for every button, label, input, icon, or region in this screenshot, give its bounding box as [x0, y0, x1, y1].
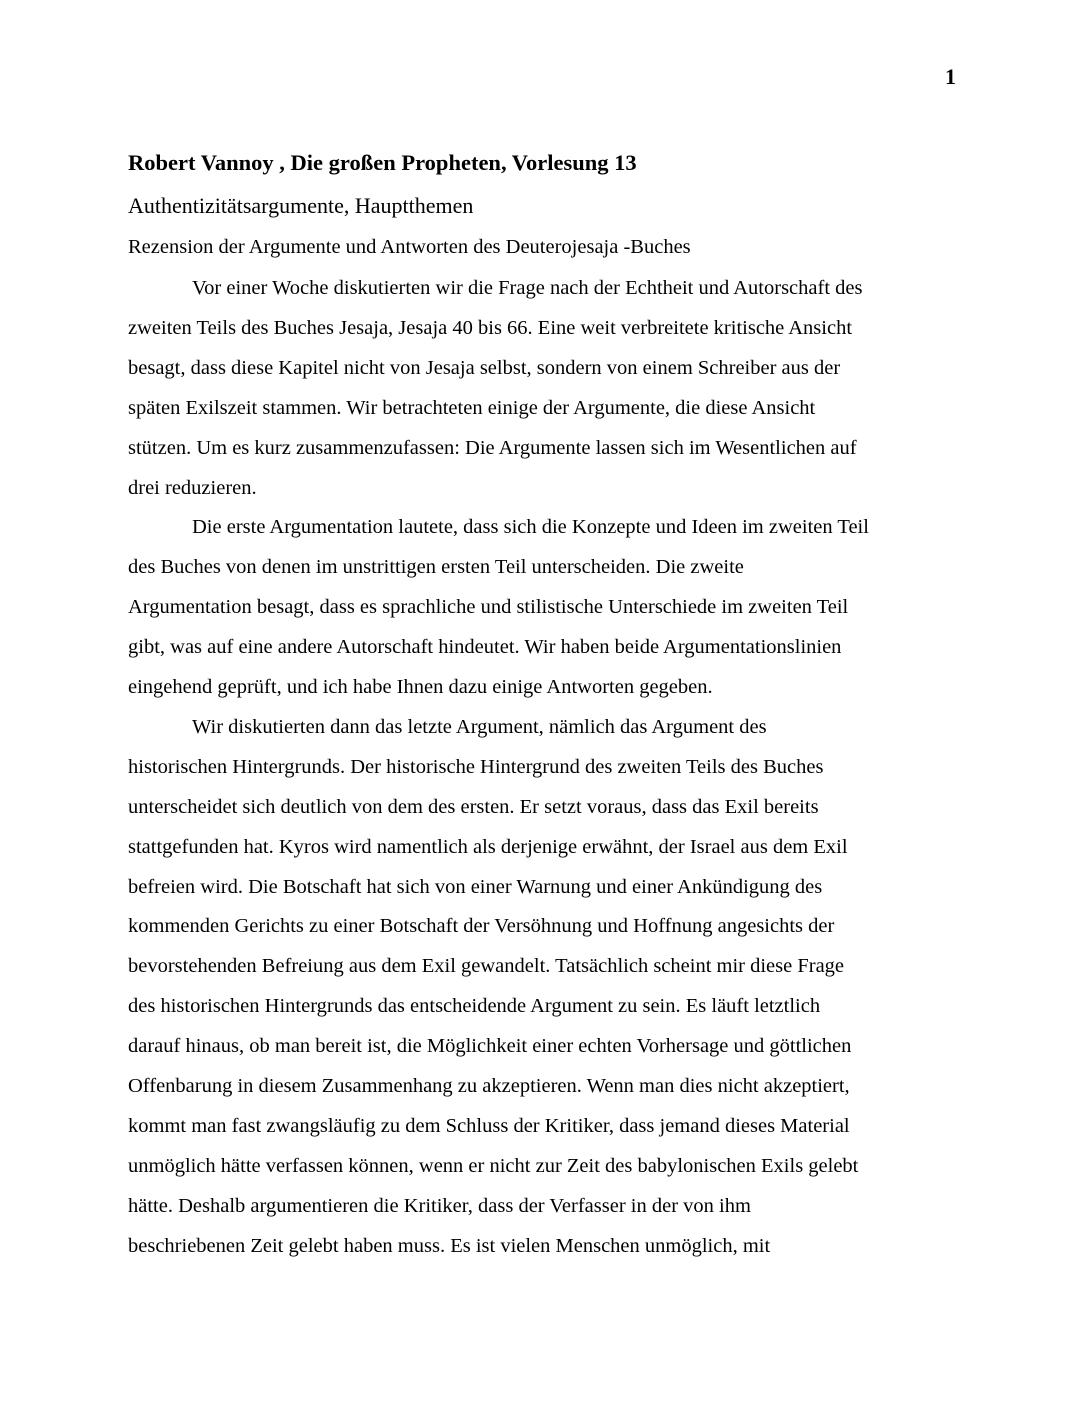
text-line: gibt, was auf eine andere Autorschaft hindeutet. Wir haben beide Argumentationslinien [128, 636, 842, 659]
text-line: Wir diskutierten dann das letzte Argument, nämlich das Argument des [192, 715, 767, 738]
text-line: stattgefunden hat. Kyros wird namentlich als derjenige erwähnt, der Israel aus dem Exil [128, 835, 848, 858]
text-line: unmöglich hätte verfassen können, wenn er nicht zur Zeit des babylonischen Exils gelebt [128, 1154, 859, 1177]
text-line: späten Exilszeit stammen. Wir betrachteten einige der Argumente, die diese Ansicht [128, 396, 816, 419]
text-line: Offenbarung in diesem Zusammenhang zu akzeptieren. Wenn man dies nicht akzeptiert, [128, 1075, 850, 1097]
text-line: kommenden Gerichts zu einer Botschaft der Versöhnung und Hoffnung angesichts der [128, 915, 835, 938]
text-line: befreien wird. Die Botschaft hat sich von einer Warnung und einer Ankündigung des [128, 875, 823, 898]
text-line: historischen Hintergrunds. Der historische Hintergrund des zweiten Teils des Buches [128, 755, 824, 778]
text-line: des historischen Hintergrunds das entscheidende Argument zu sein. Es läuft letztlich [128, 995, 821, 1018]
text-line: stützen. Um es kurz zusammenzufassen: Die Argumente lassen sich im Wesentlichen auf [128, 436, 857, 459]
text-line: hätte. Deshalb argumentieren die Kritiker, dass der Verfasser in der von ihm [128, 1194, 751, 1217]
document-title: Robert Vannoy , Die großen Propheten, Vorlesung 13 [128, 150, 637, 175]
text-line: zweiten Teils des Buches Jesaja, Jesaja 40 bis 66. Eine weit verbreitete kritische Ansicht [128, 316, 853, 339]
text-line: drei reduzieren. [128, 476, 257, 499]
text-line: darauf hinaus, ob man bereit ist, die Möglichkeit einer echten Vorhersage und göttlichen [128, 1035, 852, 1058]
text-line: eingehend geprüft, und ich habe Ihnen dazu einige Antworten gegeben. [128, 676, 713, 698]
page-number: 1 [945, 64, 956, 89]
text-line: bevorstehenden Befreiung aus dem Exil gewandelt. Tatsächlich scheint mir diese Frage [128, 955, 845, 978]
text-line: Argumentation besagt, dass es sprachliche und stilistische Unterschiede im zweiten Teil [128, 596, 849, 619]
text-line: des Buches von denen im unstrittigen ersten Teil unterscheiden. Die zweite [128, 556, 744, 579]
text-line: beschriebenen Zeit gelebt haben muss. Es ist vielen Menschen unmöglich, mit [128, 1234, 771, 1257]
section-heading: Rezension der Argumente und Antworten des Deuterojesaja -Buches [128, 236, 691, 258]
text-line: Die erste Argumentation lautete, dass sich die Konzepte und Ideen im zweiten Teil [192, 516, 869, 539]
text-line: Vor einer Woche diskutierten wir die Frage nach der Echtheit und Autorschaft des [192, 277, 863, 299]
text-line: unterscheidet sich deutlich von dem des ersten. Er setzt voraus, dass das Exil bereits [128, 795, 819, 818]
document-subtitle: Authentizitätsargumente, Hauptthemen [128, 193, 474, 218]
text-line: besagt, dass diese Kapitel nicht von Jesaja selbst, sondern von einem Schreiber aus der [128, 356, 841, 379]
text-line: kommt man fast zwangsläufig zu dem Schluss der Kritiker, dass jemand dieses Material [128, 1114, 850, 1137]
